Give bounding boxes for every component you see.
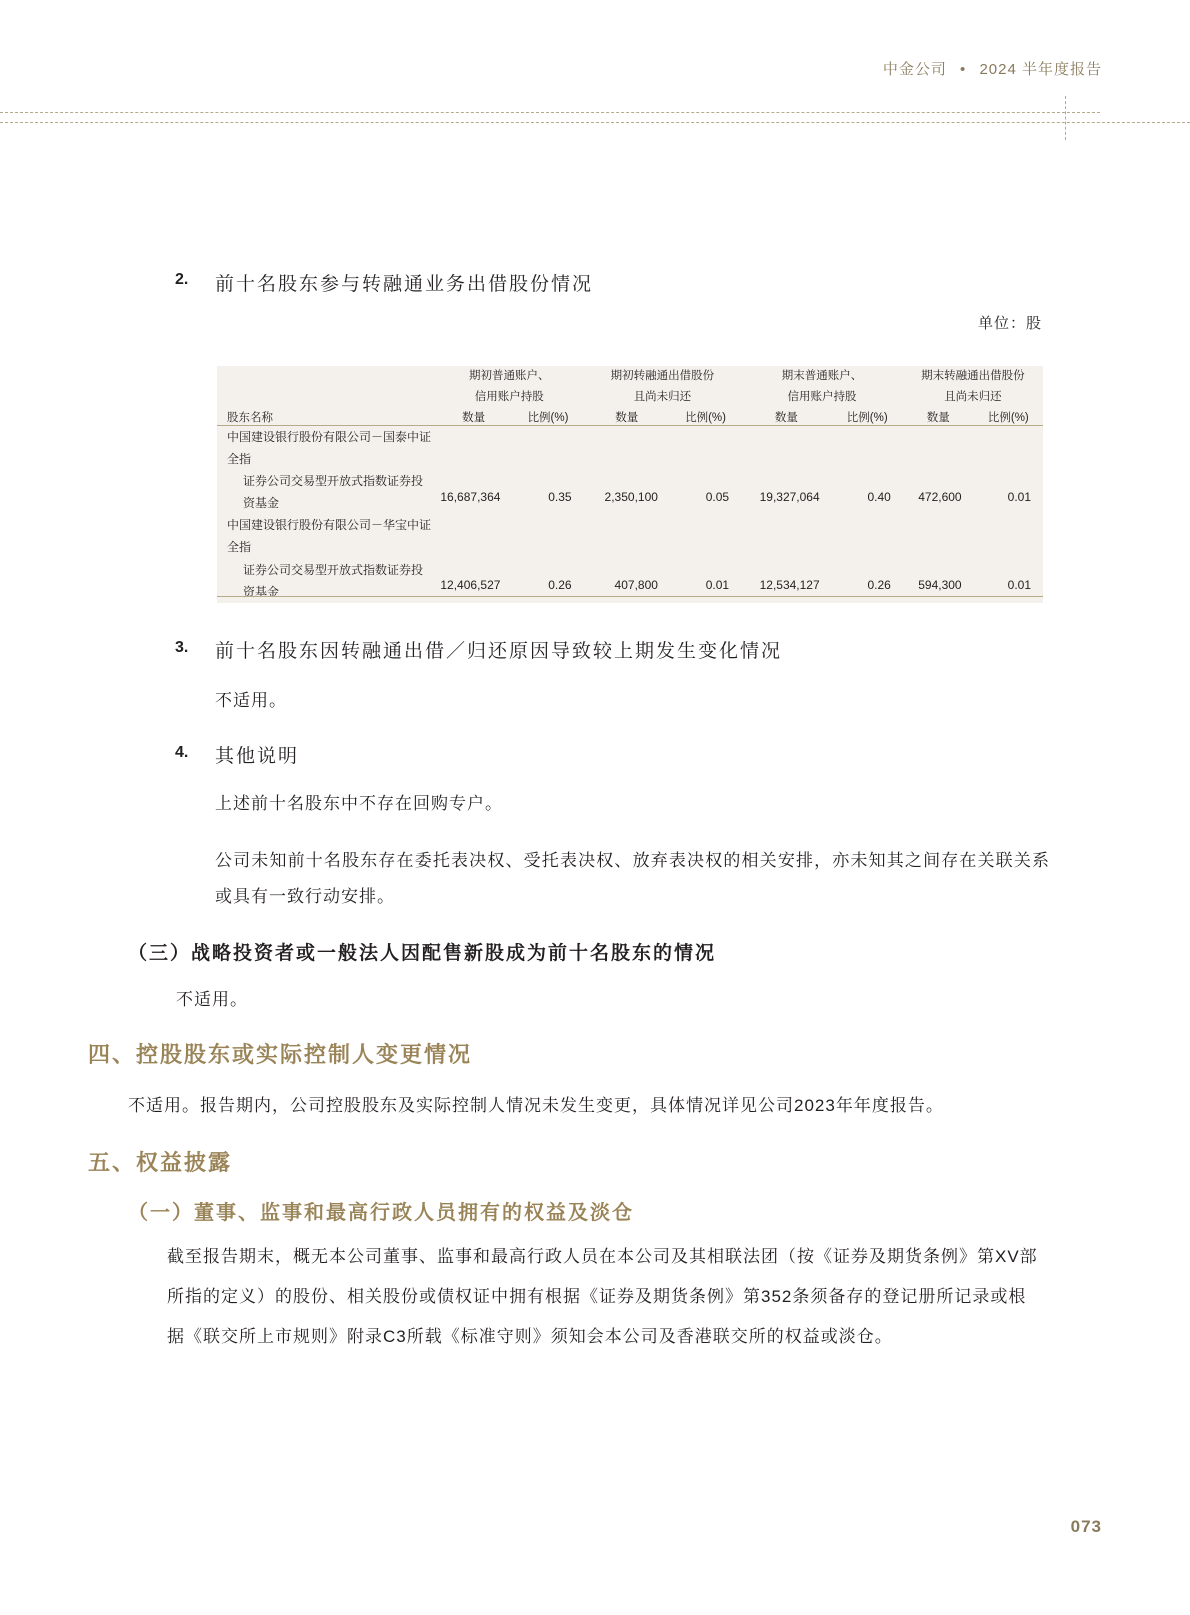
- item3-title: 前十名股东因转融通出借／归还原因导致较上期发生变化情况: [215, 641, 783, 662]
- table-row: [217, 425, 1043, 514]
- section-four-body: 不适用。报告期内，公司控股股东及实际控制人情况未发生变更，具体情况详见公司2023年年度报告。: [128, 1096, 944, 1115]
- row2-c3-pct: 0.26: [867, 578, 891, 593]
- col-header-qty-4: 数量: [926, 411, 950, 424]
- col-header-pct-2: 比例(%): [685, 411, 726, 424]
- group1-line2: 信用账户持股: [474, 391, 544, 404]
- header-tick-mark: [1065, 96, 1066, 140]
- item3-body: 不适用。: [215, 691, 287, 710]
- row2-c4-qty: 594,300: [918, 578, 962, 593]
- group1-line1: 期初普通账户、: [468, 370, 550, 382]
- row1-c3-pct: 0.40: [867, 489, 891, 504]
- section-five-sub1-body-line3: 据《联交所上市规则》附录C3所载《标准守则》须知会本公司及香港联交所的权益或淡仓。: [167, 1327, 893, 1346]
- shareholder-lending-table: [217, 366, 1043, 603]
- header-divider-lower: [0, 122, 1190, 123]
- table-group-header-row: [217, 366, 1043, 409]
- row2-c2-pct: 0.01: [705, 578, 730, 593]
- subsection-three-body: 不适用。: [176, 990, 248, 1009]
- table-subheader-row: [217, 409, 1043, 425]
- row1-name: [217, 425, 435, 514]
- section-five-title: 五、权益披露: [88, 1150, 233, 1175]
- row2-c4-pct: 0.01: [1007, 578, 1031, 593]
- group3-line1: 期末普通账户、: [781, 370, 863, 382]
- row2-name-line1: 中国建设银行股份有限公司－华宝中证全指: [227, 518, 432, 555]
- row1-c2-qty: 2,350,100: [604, 489, 658, 504]
- table-group-header-2: [584, 366, 742, 409]
- group4-line1: 期末转融通出借股份: [921, 370, 1025, 382]
- table-group-header-4: [903, 366, 1043, 409]
- group4-line2: 且尚未归还: [944, 391, 1002, 404]
- row1-c4-qty: 472,600: [918, 489, 962, 504]
- item4-body-1: 上述前十名股东中不存在回购专户。: [215, 794, 503, 813]
- table-header-blank: [217, 366, 435, 409]
- row2-c3-qty: 12,534,127: [759, 578, 820, 593]
- table-group-header-1: [435, 366, 584, 409]
- row1-c3-qty: 19,327,064: [759, 489, 820, 504]
- group2-line1: 期初转融通出借股份: [610, 370, 715, 382]
- header-separator: •: [960, 61, 967, 78]
- row1-c4-pct: 0.01: [1007, 489, 1031, 504]
- page-header: [883, 58, 1102, 79]
- item3-number: 3.: [175, 639, 189, 656]
- header-company: 中金公司: [882, 61, 947, 78]
- row2-name-line2: 证券公司交易型开放式指数证券投资基金: [243, 562, 424, 599]
- page-number: 073: [1070, 1517, 1102, 1536]
- section-five-sub1-body-line1: 截至报告期末，概无本公司董事、监事和最高行政人员在本公司及其相联法团（按《证券及期货条例》第XV部: [167, 1247, 1038, 1266]
- row2-name: [217, 514, 435, 603]
- table-row: [217, 514, 1043, 603]
- table-unit-label: 单位：股: [977, 315, 1042, 332]
- col-header-pct-4: 比例(%): [987, 411, 1029, 424]
- header-report-title: 2024 半年度报告: [979, 61, 1102, 78]
- col-header-qty-3: 数量: [774, 411, 798, 424]
- col-header-pct-3: 比例(%): [846, 411, 888, 424]
- row2-c1-qty: 12,406,527: [440, 578, 501, 593]
- section-five-sub1-body-line2: 所指的定义）的股份、相关股份或债权证中拥有根据《证券及期货条例》第352条须备存的登记册所记录或根: [167, 1287, 1027, 1306]
- col-header-qty-2: 数量: [615, 411, 639, 424]
- col-header-name: 股东名称: [227, 411, 273, 424]
- item4-number: 4.: [175, 744, 189, 761]
- row1-name-line2: 证券公司交易型开放式指数证券投资基金: [243, 473, 424, 511]
- row1-c2-pct: 0.05: [705, 489, 730, 504]
- col-header-qty-1: 数量: [462, 411, 486, 424]
- item4-title: 其他说明: [215, 746, 300, 767]
- section-four-title: 四、控股股东或实际控制人变更情况: [88, 1042, 473, 1067]
- row1-c1-qty: 16,687,364: [440, 489, 501, 504]
- group2-line2: 且尚未归还: [633, 391, 692, 404]
- table-group-header-3: [741, 366, 903, 409]
- item2-number: 2.: [175, 271, 189, 288]
- col-header-pct-1: 比例(%): [527, 411, 569, 424]
- item2-title: 前十名股东参与转融通业务出借股份情况: [215, 274, 594, 295]
- header-divider-upper: [0, 112, 1100, 113]
- row2-c1-pct: 0.26: [548, 578, 572, 593]
- subsection-three-title: （三）战略投资者或一般法人因配售新股成为前十名股东的情况: [128, 943, 717, 964]
- group3-line2: 信用账户持股: [787, 391, 857, 404]
- section-five-sub1-title: （一）董事、监事和最高行政人员拥有的权益及淡仓: [128, 1202, 634, 1224]
- row1-name-line1: 中国建设银行股份有限公司－国泰中证全指: [227, 429, 432, 466]
- row2-c2-qty: 407,800: [614, 578, 658, 593]
- row1-c1-pct: 0.35: [548, 489, 572, 504]
- item4-body-2: 公司未知前十名股东存在委托表决权、受托表决权、放弃表决权的相关安排，亦未知其之间存在关联关系或具有一致行动安排。: [215, 851, 1050, 906]
- table-bottom-rule: [217, 596, 1043, 597]
